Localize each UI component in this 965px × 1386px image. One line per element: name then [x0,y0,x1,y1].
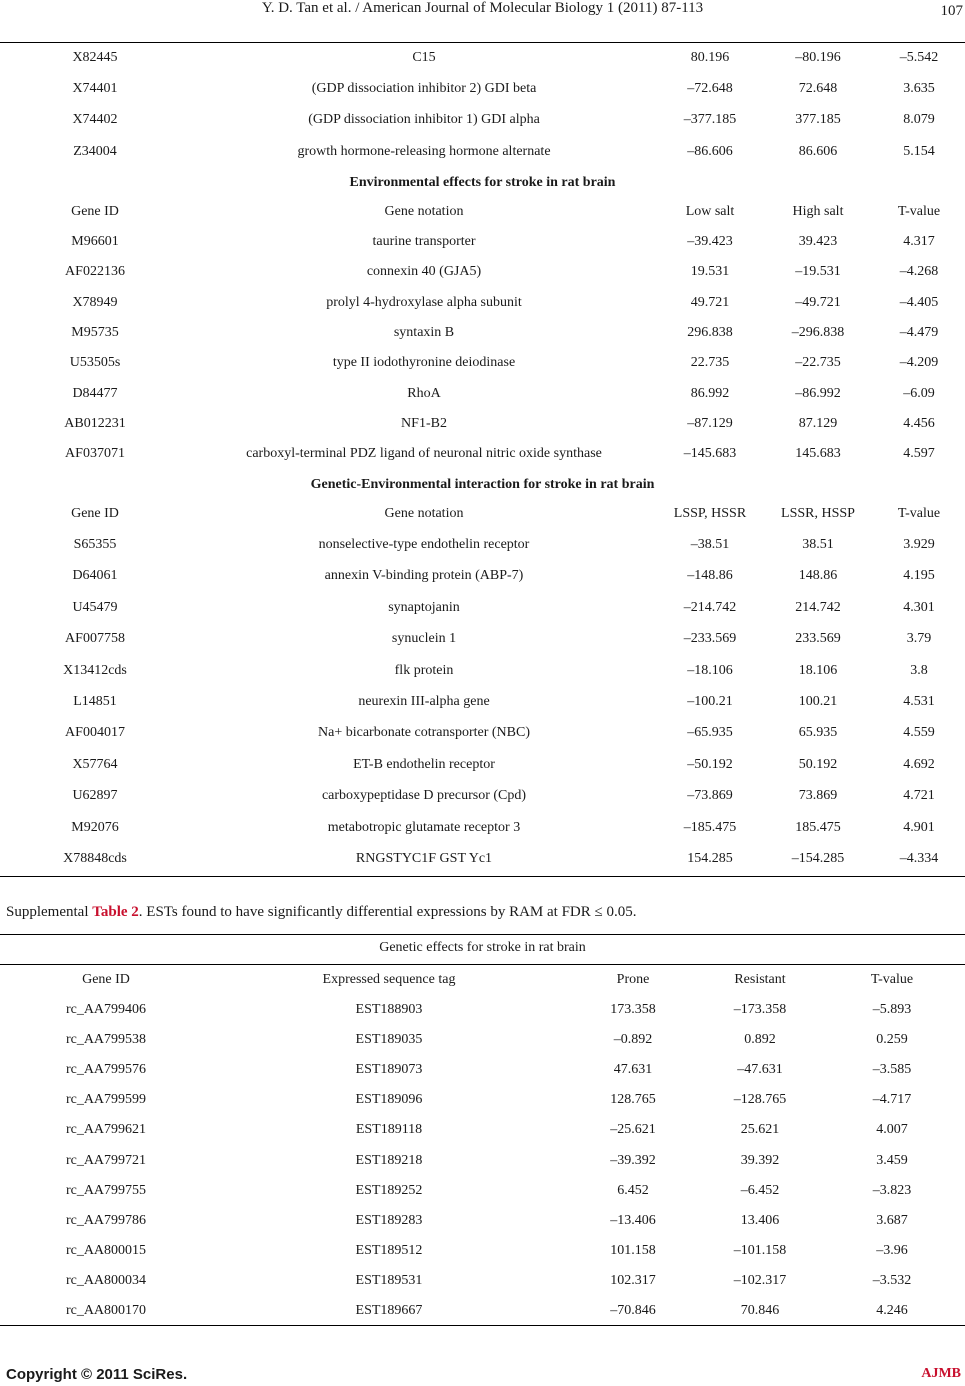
table1-bottom-rule [0,876,965,877]
cell-value-2: 100.21 [798,694,838,709]
table-row [0,110,965,130]
cell-value-1: –65.935 [687,725,733,741]
cell-value-1: –87.129 [687,415,733,431]
cell-value-2: High salt [792,204,844,219]
cell-value-2: 145.683 [795,446,841,462]
table-row [0,1241,965,1261]
cell-value-2: 377.185 [795,112,841,127]
cell-gene-id: L14851 [73,694,117,709]
table-row [0,566,965,586]
cell-gene-notation: ET-B endothelin receptor [353,756,495,772]
cell-gene-notation: growth hormone-releasing hormone alternate [297,144,551,159]
cell-t-value: 4.301 [903,599,935,615]
cell-gene-id: AF022136 [65,264,125,280]
cell-gene-id: Z34004 [73,144,117,159]
cell-t-value: –3.532 [872,1272,912,1288]
table-row [0,692,965,712]
cell-gene-id: rc_AA799721 [65,1152,147,1168]
cell-gene-notation: EST189667 [355,1303,423,1318]
cell-value-2: 25.621 [740,1122,780,1138]
table-row [0,1271,965,1291]
cell-gene-notation: syntaxin B [393,324,455,340]
cell-t-value: –4.479 [899,324,939,340]
cell-value-1: –148.86 [687,568,733,584]
cell-t-value: –5.893 [872,1002,912,1017]
cell-value-2: 214.742 [795,599,841,615]
journal-abbrev: AJMB [921,1366,961,1381]
table-row [0,293,965,313]
cell-gene-id: U62897 [72,788,118,804]
section-title-gxe: Genetic-Environmental interaction for stroke in rat brain [310,477,655,492]
cell-t-value: –3.585 [872,1062,912,1078]
cell-value-2: 70.846 [740,1303,780,1318]
cell-value-1: –185.475 [683,819,737,835]
table-row [0,79,965,99]
table-row [0,1030,965,1050]
cell-t-value: 5.154 [903,144,935,159]
running-header [0,0,965,26]
cell-t-value: 4.456 [903,415,935,431]
cell-t-value: 4.007 [876,1122,908,1138]
cell-value-1: –38.51 [690,537,730,552]
cell-gene-id: M92076 [71,819,119,835]
cell-gene-id: rc_AA800170 [65,1303,147,1318]
table-row [0,444,965,464]
cell-gene-id: rc_AA799576 [65,1062,147,1078]
cell-gene-id: rc_AA799621 [65,1122,147,1138]
table-row [0,1000,965,1020]
cell-value-2: –128.765 [733,1092,787,1108]
cell-value-2: 50.192 [798,756,838,772]
table-row [0,1181,965,1201]
table-row [0,818,965,838]
table-row [0,755,965,775]
table-header-row [0,970,965,990]
cell-gene-id: M96601 [71,234,119,249]
table-row [0,232,965,252]
section-title-environmental: Environmental effects for stroke in rat brain [349,175,616,190]
table-row [0,1151,965,1171]
cell-gene-notation: Expressed sequence tag [322,972,456,987]
table-row [0,661,965,681]
cell-value-1: –214.742 [683,599,737,615]
cell-value-1: 128.765 [610,1092,656,1108]
cell-value-2: 39.423 [798,234,838,249]
cell-gene-notation: Gene notation [384,506,464,521]
cell-gene-notation: carboxypeptidase D precursor (Cpd) [321,788,527,804]
cell-t-value: –3.823 [872,1182,912,1198]
table-header-row [0,202,965,222]
cell-value-2: 87.129 [798,415,838,431]
cell-value-1: LSSP, HSSR [673,506,747,521]
cell-gene-notation: (GDP dissociation inhibitor 2) GDI beta [311,81,537,96]
cell-gene-id: rc_AA799786 [65,1212,147,1228]
table2-header-rule [0,964,965,965]
cell-value-2: 233.569 [795,631,841,647]
cell-value-1: 102.317 [610,1272,656,1288]
cell-gene-notation: metabotropic glutamate receptor 3 [327,819,521,835]
cell-gene-notation: EST189035 [355,1032,423,1048]
cell-value-2: –80.196 [795,50,841,65]
cell-gene-id: AF037071 [65,446,125,462]
cell-gene-notation: connexin 40 (GJA5) [366,264,482,280]
cell-gene-notation: EST189073 [355,1062,423,1078]
cell-value-1: –377.185 [683,112,737,127]
cell-value-1: –70.846 [610,1303,656,1318]
table-row [0,353,965,373]
cell-t-value: –5.542 [899,50,939,65]
cell-value-2: 73.869 [798,788,838,804]
table-row [0,535,965,555]
cell-value-2: –173.358 [733,1002,787,1017]
cell-gene-notation: annexin V-binding protein (ABP-7) [324,568,524,584]
cell-gene-notation: EST188903 [355,1002,423,1017]
table-row [0,1060,965,1080]
cell-gene-id: AB012231 [64,415,126,431]
cell-gene-id: rc_AA799755 [65,1182,147,1198]
cell-gene-notation: (GDP dissociation inhibitor 1) GDI alpha [308,112,540,127]
cell-value-1: –86.606 [687,144,733,159]
cell-value-1: 86.992 [690,385,730,401]
cell-t-value: 3.79 [906,631,932,647]
cell-t-value: –4.268 [899,264,939,280]
cell-gene-notation: carboxyl-terminal PDZ ligand of neuronal nitric oxide synthase [246,446,602,462]
cell-t-value: 3.929 [903,537,935,552]
cell-value-2: 86.606 [798,144,838,159]
cell-t-value: 4.195 [903,568,935,584]
cell-gene-notation: NF1-B2 [401,415,447,431]
cell-t-value: –4.717 [872,1092,912,1108]
cell-gene-notation: synaptojanin [388,599,460,615]
table-row [0,1301,965,1321]
table2-section-title: Genetic effects for stroke in rat brain [379,940,586,955]
cell-value-1: –13.406 [610,1212,656,1228]
table-row [0,142,965,162]
cell-t-value: 3.635 [903,81,935,96]
cell-gene-id: rc_AA799538 [65,1032,147,1048]
cell-value-2: 72.648 [798,81,838,96]
caption-text: . ESTs found to have significantly differential expressions by RAM at FDR ≤ 0.05. [138,904,637,920]
table-row [0,384,965,404]
table-row [0,1120,965,1140]
cell-value-1: 173.358 [610,1002,656,1017]
cell-value-2: –49.721 [795,294,841,310]
cell-gene-notation: EST189118 [355,1122,423,1138]
table-row [0,598,965,618]
cell-gene-id: X74402 [72,112,118,127]
cell-t-value: 4.317 [903,234,935,249]
cell-gene-notation: EST189512 [355,1242,423,1258]
cell-value-2: –86.992 [795,385,841,401]
cell-value-1: –50.192 [687,756,733,772]
cell-value-1: Low salt [685,204,735,219]
cell-value-2: –102.317 [733,1272,787,1288]
cell-t-value: T-value [897,204,941,219]
cell-gene-id: X13412cds [63,662,127,678]
cell-value-1: 6.452 [617,1182,649,1198]
cell-value-2: 18.106 [798,662,838,678]
table-row [0,323,965,343]
cell-gene-notation: type II iodothyronine deiodinase [332,355,516,371]
cell-gene-notation: Na+ bicarbonate cotransporter (NBC) [318,725,530,741]
cell-value-1: –73.869 [687,788,733,804]
cell-value-2: 0.892 [744,1032,776,1048]
cell-value-2: –101.158 [733,1242,787,1258]
cell-gene-notation: Gene notation [384,204,464,219]
cell-value-1: –39.423 [687,234,733,249]
cell-value-2: 38.51 [802,537,834,552]
cell-t-value: T-value [897,506,941,521]
cell-gene-notation: EST189531 [355,1272,423,1288]
cell-t-value: 0.259 [876,1032,908,1048]
cell-gene-notation: EST189218 [355,1152,423,1168]
cell-value-1: –233.569 [683,631,737,647]
cell-value-1: –145.683 [683,446,737,462]
cell-gene-notation: prolyl 4-hydroxylase alpha subunit [326,294,522,310]
table-row [0,629,965,649]
cell-value-2: –154.285 [791,851,845,866]
cell-value-1: –25.621 [610,1122,656,1138]
cell-gene-notation: C15 [412,50,436,65]
cell-t-value: –4.405 [899,294,939,310]
cell-gene-id: U53505s [69,355,121,371]
cell-value-1: 22.735 [690,355,730,371]
cell-value-2: 148.86 [798,568,838,584]
cell-value-2: –47.631 [737,1062,783,1078]
table-header-row [0,504,965,524]
table2-top-rule [0,934,965,935]
table2-bottom-rule [0,1325,965,1326]
caption-table-label[interactable]: Table 2 [92,904,139,920]
cell-gene-notation: taurine transporter [372,234,476,249]
cell-value-2: 13.406 [740,1212,780,1228]
table2-caption [6,902,636,922]
table-top-rule [0,42,965,43]
cell-gene-id: X78949 [72,294,118,310]
cell-t-value: –6.09 [903,385,935,401]
cell-value-1: 296.838 [687,324,733,340]
cell-gene-notation: nonselective-type endothelin receptor [318,537,530,552]
cell-value-2: 65.935 [798,725,838,741]
cell-gene-id: M95735 [71,324,119,340]
cell-gene-id: Gene ID [71,506,119,521]
cell-value-1: 101.158 [610,1242,656,1258]
cell-t-value: 3.459 [876,1152,908,1168]
table-row [0,48,965,68]
cell-t-value: –3.96 [876,1242,908,1258]
cell-gene-notation: EST189096 [355,1092,423,1108]
running-title: Y. D. Tan et al. / American Journal of Molecular Biology 1 (2011) 87-113 [261,0,704,16]
table-row [0,262,965,282]
cell-gene-id: rc_AA799406 [65,1002,147,1017]
cell-gene-notation: EST189252 [355,1182,423,1198]
cell-gene-notation: RhoA [407,385,441,401]
cell-t-value: 4.692 [903,756,935,772]
cell-gene-id: D64061 [72,568,118,584]
cell-t-value: 8.079 [903,112,935,127]
cell-t-value: –4.334 [899,851,939,866]
cell-t-value: 4.597 [903,446,935,462]
cell-gene-notation: synuclein 1 [391,631,457,647]
table-row [0,1211,965,1231]
cell-gene-id: X74401 [72,81,118,96]
table-row [0,1090,965,1110]
cell-gene-id: rc_AA800034 [65,1272,147,1288]
cell-gene-notation: RNGSTYC1F GST Yc1 [355,851,493,866]
cell-gene-notation: EST189283 [355,1212,423,1228]
cell-gene-id: rc_AA800015 [65,1242,147,1258]
table-row [0,414,965,434]
cell-gene-id: U45479 [72,599,118,615]
cell-value-1: 47.631 [613,1062,653,1078]
cell-value-1: 49.721 [690,294,730,310]
table-row [0,786,965,806]
cell-value-1: –0.892 [613,1032,653,1048]
cell-value-1: Prone [616,972,650,987]
cell-value-1: 19.531 [690,264,730,280]
cell-gene-id: D84477 [72,385,118,401]
cell-t-value: 4.721 [903,788,935,804]
cell-gene-id: S65355 [73,537,117,552]
cell-value-1: 80.196 [690,50,730,65]
cell-gene-id: Gene ID [71,204,119,219]
cell-value-2: Resistant [734,972,786,987]
cell-t-value: 4.246 [876,1303,908,1318]
table-row [0,723,965,743]
cell-t-value: 4.531 [903,694,935,709]
cell-t-value: 3.687 [876,1212,908,1228]
cell-value-2: LSSR, HSSP [781,506,855,521]
cell-value-2: –6.452 [740,1182,780,1198]
cell-t-value: T-value [870,972,914,987]
cell-gene-id: X78848cds [63,851,127,866]
cell-t-value: –4.209 [899,355,939,371]
cell-value-1: –72.648 [687,81,733,96]
cell-gene-id: AF007758 [65,631,125,647]
cell-gene-notation: neurexin III-alpha gene [358,694,490,709]
cell-gene-id: AF004017 [65,725,125,741]
cell-value-2: 185.475 [795,819,841,835]
cell-value-2: 39.392 [740,1152,780,1168]
cell-value-2: –296.838 [791,324,845,340]
cell-t-value: 3.8 [910,662,928,678]
caption-prefix: Supplemental [6,904,93,920]
table-row [0,849,965,869]
cell-value-2: –22.735 [795,355,841,371]
cell-gene-id: X82445 [72,50,118,65]
page-number: 107 [940,3,963,19]
cell-gene-id: X57764 [72,756,118,772]
cell-value-2: –19.531 [795,264,841,280]
cell-gene-notation: flk protein [394,662,454,678]
cell-value-1: –100.21 [687,694,733,709]
copyright-notice: Copyright © 2011 SciRes. [6,1366,188,1383]
cell-t-value: 4.901 [903,819,935,835]
cell-gene-id: rc_AA799599 [65,1092,147,1108]
cell-value-1: 154.285 [687,851,733,866]
cell-t-value: 4.559 [903,725,935,741]
cell-value-1: –18.106 [687,662,733,678]
cell-value-1: –39.392 [610,1152,656,1168]
cell-gene-id: Gene ID [82,972,130,987]
